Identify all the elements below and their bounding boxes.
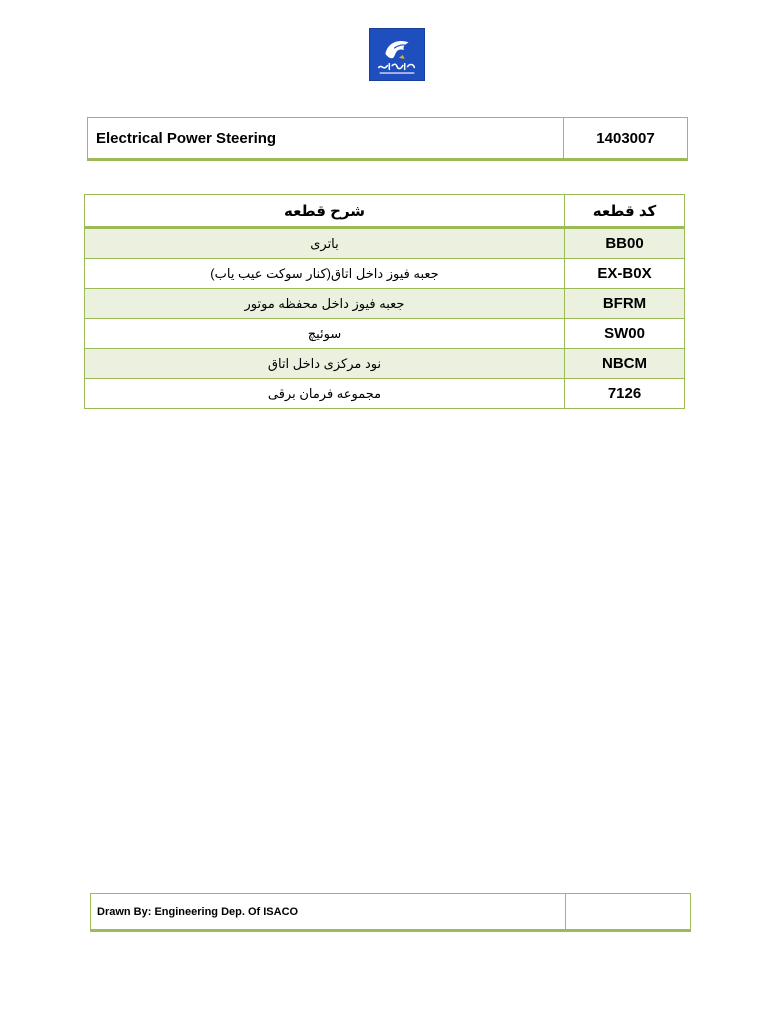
part-code: BFRM bbox=[565, 289, 685, 319]
header-part-description: شرح قطعه bbox=[85, 195, 565, 228]
part-code: EX-B0X bbox=[565, 259, 685, 289]
table-row bbox=[85, 228, 685, 259]
part-description: جعبه فیوز داخل محفظه موتور bbox=[85, 289, 565, 319]
parts-table-header-row bbox=[85, 195, 685, 228]
table-row bbox=[85, 259, 685, 289]
title-row bbox=[88, 118, 688, 160]
title-table bbox=[87, 117, 688, 161]
part-code: 7126 bbox=[565, 379, 685, 409]
drawn-by-label: Drawn By: Engineering Dep. Of ISACO bbox=[91, 894, 566, 931]
part-description: سوئیچ bbox=[85, 319, 565, 349]
header-part-code: کد قطعه bbox=[565, 195, 685, 228]
document-title: Electrical Power Steering bbox=[88, 118, 564, 160]
parts-table bbox=[84, 194, 685, 409]
part-description: جعبه فیوز داخل اتاق(کنار سوکت عیب یاب) bbox=[85, 259, 565, 289]
part-code: NBCM bbox=[565, 349, 685, 379]
isaco-logo-icon bbox=[369, 28, 425, 81]
footer-row bbox=[91, 894, 691, 931]
part-description: باتری bbox=[85, 228, 565, 259]
table-row bbox=[85, 349, 685, 379]
footer-empty-cell bbox=[566, 894, 691, 931]
part-code: SW00 bbox=[565, 319, 685, 349]
table-row bbox=[85, 379, 685, 409]
document-code: 1403007 bbox=[564, 118, 688, 160]
table-row bbox=[85, 319, 685, 349]
part-description: مجموعه فرمان برقی bbox=[85, 379, 565, 409]
table-row bbox=[85, 289, 685, 319]
part-code: BB00 bbox=[565, 228, 685, 259]
part-description: نود مرکزی داخل اتاق bbox=[85, 349, 565, 379]
footer-table bbox=[90, 893, 691, 932]
